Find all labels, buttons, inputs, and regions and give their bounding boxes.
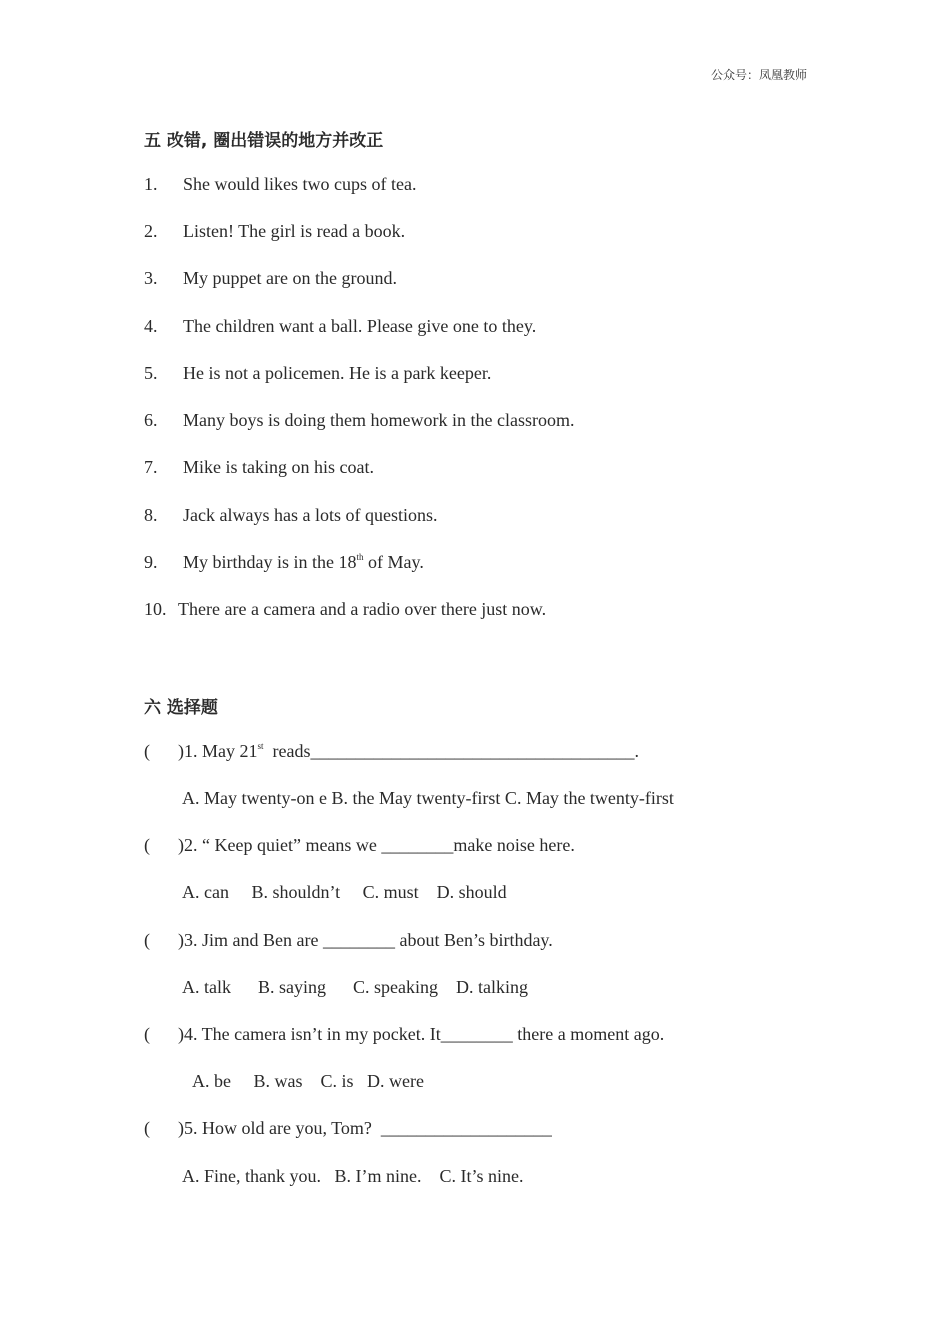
question-stem: )2. “ Keep quiet” means we ________make noise here. [178, 835, 575, 855]
question-stem [178, 740, 639, 762]
item-number: 3. [144, 268, 158, 288]
stem-after: reads____________________________________. [263, 741, 639, 761]
item-number: 2. [144, 221, 158, 241]
item-number: 8. [144, 505, 158, 525]
item-text: Jack always has a lots of questions. [183, 505, 438, 525]
stem-before: )1. May 21 [178, 741, 258, 761]
item-text: The children want a ball. Please give one to they. [183, 316, 537, 336]
question-stem: )3. Jim and Ben are ________ about Ben’s birthday. [178, 930, 553, 950]
item-number: 10. [144, 599, 167, 619]
answer-blank-paren: ( [144, 741, 150, 761]
section5-title: 五 改错, 圈出错误的地方并改正 [144, 131, 384, 151]
answer-blank-paren: ( [144, 930, 150, 950]
question-stem: )5. How old are you, Tom? ___________________ [178, 1118, 552, 1138]
item-number: 5. [144, 363, 158, 383]
item-number: 1. [144, 174, 158, 194]
ordinal-suffix: st [257, 741, 264, 751]
header-note: 公众号：凤凰教师 [711, 68, 808, 82]
question-options: A. be B. was C. is D. were [192, 1071, 424, 1091]
question-options: A. talk B. saying C. speaking D. talking [182, 977, 528, 997]
item-text-after: of May. [363, 552, 424, 572]
item-number: 7. [144, 457, 158, 477]
question-options: A. Fine, thank you. B. I’m nine. C. It’s nine. [182, 1166, 524, 1186]
item-text: Mike is taking on his coat. [183, 457, 374, 477]
item-number: 4. [144, 316, 158, 336]
item-text: She would likes two cups of tea. [183, 174, 417, 194]
answer-blank-paren: ( [144, 1118, 150, 1138]
item-text-before: My birthday is in the 18 [183, 552, 357, 572]
item-text [183, 551, 424, 573]
item-text: Many boys is doing them homework in the classroom. [183, 410, 575, 430]
question-stem: )4. The camera isn’t in my pocket. It________ there a moment ago. [178, 1024, 665, 1044]
item-text: Listen! The girl is read a book. [183, 221, 406, 241]
item-text: He is not a policemen. He is a park keeper. [183, 363, 492, 383]
item-text: My puppet are on the ground. [183, 268, 397, 288]
item-number: 6. [144, 410, 158, 430]
section6-title: 六 选择题 [144, 698, 218, 718]
item-text: There are a camera and a radio over there just now. [178, 599, 547, 619]
question-options: A. May twenty-on e B. the May twenty-first C. May the twenty-first [182, 788, 674, 808]
question-options: A. can B. shouldn’t C. must D. should [182, 882, 507, 902]
ordinal-suffix: th [356, 552, 364, 562]
item-number: 9. [144, 552, 158, 572]
answer-blank-paren: ( [144, 835, 150, 855]
answer-blank-paren: ( [144, 1024, 150, 1044]
